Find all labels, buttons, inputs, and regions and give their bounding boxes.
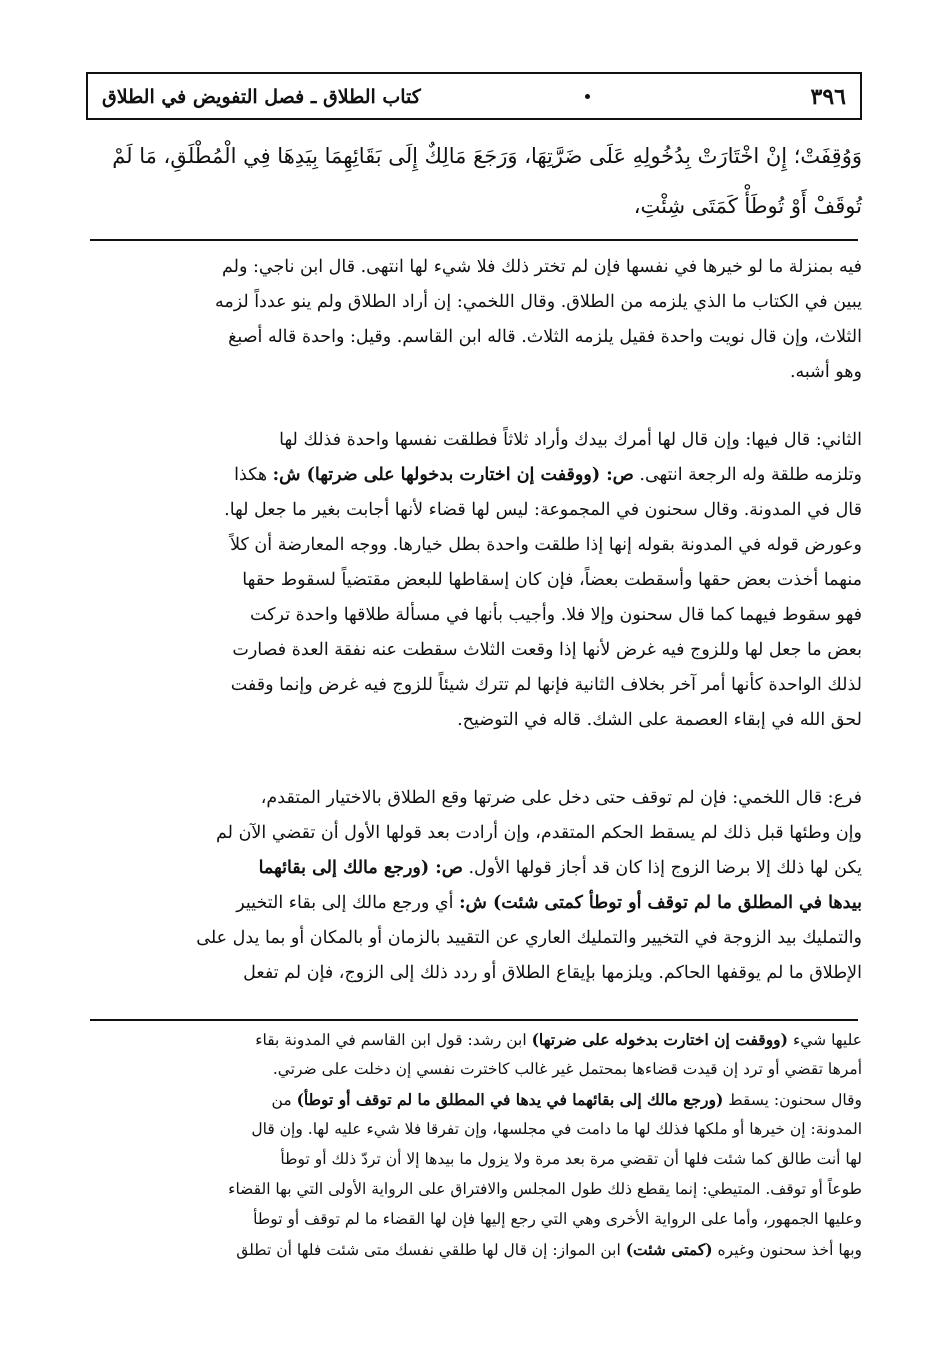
main-text-line: وَوُقِفَتْ؛ إِنْ اخْتَارَتْ بِدُخُولِهِ عَلَى ضَرَّتِهَا، وَرَجَعَ مَالِكٌ إِلَى بَقَائِهِمَا بِيَدِهَا فِي الْمُطْلَقِ، مَا لَمْ [112,144,862,168]
commentary-line [86,292,862,312]
commentary-segment: فيه بمنزلة ما لو خيرها في نفسها فإن لم تختر ذلك فلا شيء لها انتهى. قال ابن ناجي: ولم [221,257,862,277]
commentary-segment: فرع: قال اللخمي: فإن لم توقف حتى دخل على ضرتها وقع الطلاق بالاختيار المتقدم، [260,788,862,808]
commentary-segment: يبين في الكتاب ما الذي يلزمه من الطلاق. وقال اللخمي: إن أراد الطلاق ولم ينو عدداً لزمه [215,292,862,312]
commentary-line [86,893,862,913]
commentary-segment: هكذا [234,465,273,485]
commentary-segment: قال في المدونة. وقال سحنون في المجموعة: ليس لها قضاء لأنها أجابت بغير ما جعل لها. [224,500,862,520]
commentary-line [86,570,862,590]
commentary-segment: فهو سقوط فيهما كما قال سحنون وإلا فلا. وأجيب بأنها في مسألة طلاقها واحدة تركت [250,605,862,625]
main-text-line: تُوقَفْ أَوْ تُوطَأْ كَمَتَى شِئْتِ، [633,194,862,218]
commentary-segment: بعض ما جعل لها وللزوج فيه غرض لأنها إذا وقعت الثلاث سقطت عنه نفقة العدة فصارت [232,640,862,660]
commentary-segment: لحق الله في إبقاء العصمة على الشك. قاله في التوضيح. [457,710,862,730]
footnote-line [86,1120,862,1138]
commentary-line [86,640,862,660]
commentary-segment: الثاني: قال فيها: وإن قال لها أمرك بيدك وأراد ثلاثاً فطلقت نفسها واحدة فذلك لها [279,430,862,450]
footnote-line [86,1180,862,1198]
footnote-line [86,1090,862,1109]
footnote-segment: ابن رشد: قول ابن القاسم في المدونة بقاء [255,1031,532,1049]
commentary-segment: لذلك الواحدة كأنها أمر آخر بخلاف الثانية فإنها لم تترك شيئاً للزوج فيه غرض وإنما وقفت [230,675,862,695]
footnote-segment: وبها أخذ سحنون وغيره [712,1241,862,1259]
footnote-line [86,1210,862,1228]
commentary-line [86,928,862,948]
commentary-segment: أي ورجع مالك إلى بقاء التخيير [236,893,460,913]
commentary-line [86,605,862,625]
footnote-segment: المدونة: إن خيرها أو ملكها فذلك لها ما دامت في مجلسها، وإن تفرقا فلا شيء عليه لها. وإن قال [251,1120,862,1138]
commentary-line [86,858,862,878]
commentary-segment: وعورض قوله في المدونة بقوله إنها إذا طلقت واحدة بطل خيارها. ووجه المعارضة أن كلاً [230,535,862,555]
commentary-line [86,710,862,730]
commentary-line [86,963,862,983]
footnote-line [86,1030,862,1049]
footnote-line [86,1240,862,1259]
footnote-segment: ابن المواز: إن قال لها طلقي نفسك متى شئت فلها أن تطلق [236,1241,626,1259]
footnote-segment: وقال سحنون: يسقط [723,1091,862,1109]
commentary-segment: وتلزمه طلقة وله الرجعة انتهى. [633,465,862,485]
commentary-segment: والتمليك بيد الزوجة في التخيير والتمليك العاري عن التقييد بالزمان أو بالمكان أو بما يدل على [196,928,862,948]
commentary-segment: وإن وطئها قبل ذلك لم يسقط الحكم المتقدم، وإن أرادت بعد قولها الأول أن تقضي الآن لم [216,823,862,843]
header-ornament-dot [585,94,590,99]
footnote-bold-segment: (ووقفت إن اختارت بدخوله على ضرتها) [531,1030,789,1049]
running-title: كتاب الطلاق ـ فصل التفويض في الطلاق [102,86,421,108]
footnote-segment: طوعاً أو توقف. المتيطي: إنما يقطع ذلك طول المجلس والافتراق على الرواية الأولى التي بها القضاء [228,1180,862,1198]
commentary-segment: يكن لها ذلك إلا برضا الزوج إذا كان قد أجاز قولها الأول. [462,858,862,878]
commentary-line [86,675,862,695]
commentary-segment: منهما أخذت بعض حقها وأسقطت بعضاً، فإن كان إسقاطها للبعض مقتضياً لسقوط حقها [242,570,862,590]
footnote-segment: أمرها تقضي أو ترد إن قيدت قضاءها بمحتمل غير غالب كاخترت نفسي إن دخلت على ضرتي. [272,1060,862,1078]
main-text-divider [90,239,858,241]
commentary-line [86,823,862,843]
commentary-segment: وهو أشبه. [789,362,862,382]
commentary-bold-segment: بيدها في المطلق ما لم توقف أو توطأ كمتى شئت) ش: [459,893,862,913]
page-number: ٣٩٦ [810,84,846,110]
commentary-line [86,327,862,347]
footnote-line [86,1060,862,1078]
commentary-line [86,535,862,555]
footnote-segment: لها أنت طالق كما شئت فلها أن تقضي مرة بعد مرة ولا يزول ما بيدها إلا أن تردّ ذلك أو توطأ [280,1150,862,1168]
running-header [86,72,862,120]
commentary-line [86,430,862,450]
commentary-line [86,500,862,520]
commentary-line [86,788,862,808]
footnote-bold-segment: (كمتى شئت) [625,1240,713,1259]
commentary-segment: الثلاث، وإن قال نويت واحدة فقيل يلزمه الثلاث. قاله ابن القاسم. وقيل: واحدة قاله أصبغ [228,327,862,347]
footnote-bold-segment: (ورجع مالك إلى بقائهما في يدها في المطلق ما لم توقف أو توطأ) [296,1090,724,1109]
commentary-segment: الإطلاق ما لم يوقفها الحاكم. ويلزمها بإيقاع الطلاق أو ردد ذلك إلى الزوج، فإن لم تفعل [243,963,862,983]
commentary-line [86,465,862,485]
footnote-segment: وعليها الجمهور، وأما على الرواية الأخرى وهي التي رجع إليها فإن لها القضاء ما لم توقف أو توطأ [253,1210,862,1228]
commentary-bold-segment: ص: (ورجع مالك إلى بقائهما [258,858,463,878]
commentary-line [86,257,862,277]
footnote-segment: من [271,1091,297,1109]
commentary-line [86,362,862,382]
commentary-bold-segment: ص: (ووقفت إن اختارت بدخولها على ضرتها) ش: [272,465,634,485]
footnote-divider [90,1019,858,1021]
footnote-line [86,1150,862,1168]
footnote-segment: عليها شيء [788,1031,862,1049]
